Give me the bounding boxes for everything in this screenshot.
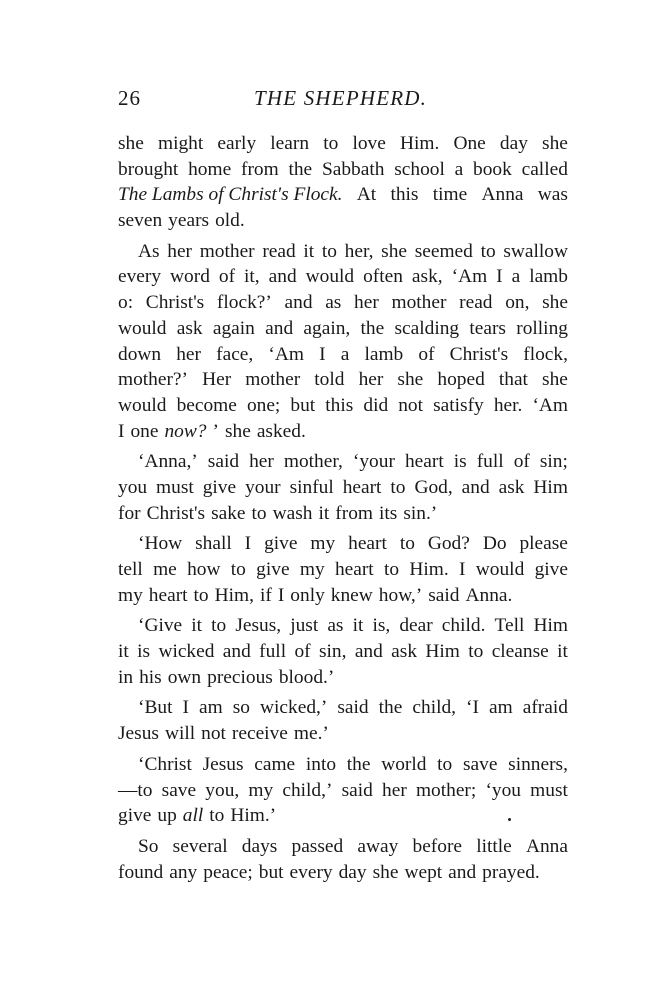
word: Him bbox=[533, 476, 568, 498]
word: full bbox=[476, 451, 504, 473]
word: give bbox=[534, 559, 568, 580]
word: God, bbox=[414, 476, 453, 498]
word: on, bbox=[505, 292, 530, 314]
text-line bbox=[118, 860, 568, 886]
text-line bbox=[118, 721, 568, 747]
word: wicked bbox=[158, 641, 215, 663]
word: said bbox=[428, 584, 460, 606]
word: it bbox=[557, 641, 568, 663]
italic-word: now? bbox=[164, 420, 207, 442]
word: she bbox=[224, 420, 251, 442]
word: give bbox=[264, 533, 298, 555]
word: ‘your bbox=[352, 451, 395, 473]
word: wicked,’ bbox=[260, 697, 328, 719]
word: not bbox=[201, 723, 226, 745]
word: tears bbox=[469, 317, 506, 339]
word: face, bbox=[216, 343, 254, 365]
word: her. bbox=[493, 394, 523, 416]
word: lamb bbox=[364, 343, 404, 365]
word: would bbox=[118, 317, 167, 339]
word: God? bbox=[427, 533, 470, 555]
text-line bbox=[118, 695, 568, 721]
word: she bbox=[397, 369, 424, 391]
word: found bbox=[118, 861, 164, 883]
word: word bbox=[170, 266, 210, 288]
word: world bbox=[381, 753, 427, 775]
word: years bbox=[168, 210, 210, 232]
word: one; bbox=[246, 394, 281, 416]
text-line bbox=[118, 239, 568, 265]
word: mother; bbox=[415, 779, 477, 801]
body-text bbox=[118, 131, 568, 885]
word: o: bbox=[118, 292, 134, 314]
word: not bbox=[398, 394, 424, 416]
paragraph bbox=[118, 752, 568, 829]
word: scalding bbox=[394, 317, 460, 339]
word: and bbox=[284, 292, 313, 314]
word: to bbox=[230, 559, 246, 580]
word: must bbox=[156, 476, 194, 498]
word: Christ's bbox=[145, 292, 205, 314]
word: mother?’ bbox=[118, 369, 188, 391]
text-line bbox=[118, 316, 568, 342]
word: satisfy bbox=[433, 394, 484, 416]
word: I bbox=[244, 533, 252, 555]
word: the bbox=[378, 697, 403, 719]
text-line bbox=[118, 157, 568, 183]
word: I bbox=[182, 697, 189, 719]
word: a bbox=[454, 158, 464, 180]
word: mother bbox=[199, 240, 255, 262]
word: any bbox=[169, 861, 198, 883]
word: her bbox=[249, 451, 274, 473]
word: for bbox=[118, 502, 141, 524]
word: child,’ bbox=[282, 779, 333, 801]
word: ask bbox=[391, 641, 418, 663]
word: Jesus bbox=[202, 753, 244, 775]
word: told bbox=[314, 369, 345, 391]
text-line bbox=[118, 531, 568, 557]
word: mother bbox=[391, 292, 447, 314]
word: every bbox=[118, 266, 162, 288]
word: ‘Am bbox=[268, 343, 304, 365]
word: to bbox=[211, 615, 227, 637]
word: ‘Christ bbox=[138, 753, 192, 775]
word: my bbox=[248, 779, 274, 801]
word: will bbox=[164, 723, 196, 745]
word: give bbox=[256, 559, 290, 580]
word: it, bbox=[244, 266, 260, 288]
word: is, bbox=[372, 615, 391, 637]
word: child, bbox=[412, 697, 457, 719]
word: she bbox=[381, 240, 408, 262]
word: school bbox=[394, 158, 445, 180]
word: away bbox=[357, 835, 399, 857]
word: Him, bbox=[214, 584, 254, 606]
text-line bbox=[118, 419, 568, 445]
word: my bbox=[118, 584, 143, 606]
word: please bbox=[519, 533, 568, 555]
word: would bbox=[305, 266, 355, 288]
word: and bbox=[448, 861, 477, 883]
word: cleanse bbox=[491, 641, 549, 663]
word: am bbox=[489, 697, 513, 719]
word: heart bbox=[404, 451, 444, 473]
word: mother bbox=[245, 369, 301, 391]
word: Do bbox=[482, 533, 507, 555]
word: did bbox=[363, 394, 389, 416]
word: if bbox=[259, 584, 272, 606]
word: a bbox=[340, 343, 350, 365]
word: how,’ bbox=[378, 584, 423, 606]
word: lamb bbox=[529, 266, 568, 288]
word: sinful bbox=[289, 476, 334, 498]
word: she bbox=[118, 133, 144, 154]
word: so bbox=[232, 697, 250, 719]
word: my bbox=[299, 559, 325, 580]
word: full bbox=[259, 641, 287, 663]
word: and bbox=[265, 317, 294, 339]
text-line bbox=[118, 290, 568, 316]
word: I bbox=[459, 559, 466, 580]
word: of bbox=[418, 343, 435, 365]
word: every bbox=[289, 861, 333, 883]
word: his bbox=[139, 666, 162, 688]
word: dear bbox=[399, 615, 433, 637]
word: become bbox=[176, 394, 237, 416]
word: ‘Am bbox=[451, 266, 488, 288]
word: would bbox=[475, 559, 525, 580]
word: heart bbox=[148, 584, 188, 606]
word: several bbox=[172, 835, 228, 857]
word: I bbox=[319, 343, 326, 365]
word: it bbox=[303, 240, 315, 262]
word: to bbox=[399, 533, 415, 555]
word: in bbox=[118, 666, 134, 688]
paragraph bbox=[118, 834, 568, 885]
word: ‘Am bbox=[532, 394, 568, 416]
word: and bbox=[461, 476, 490, 498]
word: precious bbox=[207, 666, 273, 688]
word: ‘But bbox=[138, 697, 173, 719]
word: before bbox=[412, 835, 463, 857]
word: to bbox=[468, 641, 484, 663]
word: might bbox=[158, 133, 204, 154]
text-line bbox=[118, 665, 568, 691]
word: peace; bbox=[203, 861, 253, 883]
word: seven bbox=[118, 210, 163, 232]
word: called bbox=[521, 158, 568, 180]
word: read bbox=[262, 240, 296, 262]
word: ‘you bbox=[485, 779, 521, 801]
word: ‘Give bbox=[138, 615, 183, 637]
word: days bbox=[241, 835, 278, 857]
word: and bbox=[268, 266, 297, 288]
word: and bbox=[354, 641, 383, 663]
word: Sabbath bbox=[321, 158, 385, 180]
word: sin.’ bbox=[403, 502, 438, 524]
word: own bbox=[167, 666, 202, 688]
word: Him.’ bbox=[230, 805, 277, 827]
word: said bbox=[207, 451, 240, 473]
word: asked. bbox=[256, 420, 306, 442]
text-line bbox=[118, 778, 568, 804]
word: child. bbox=[441, 615, 486, 637]
word: is bbox=[453, 451, 467, 473]
word: is bbox=[137, 641, 151, 663]
word: give bbox=[202, 476, 237, 498]
word: I bbox=[496, 266, 503, 288]
word: flock, bbox=[523, 343, 568, 365]
word: it bbox=[191, 615, 203, 637]
word: save bbox=[462, 753, 498, 775]
word: the bbox=[346, 753, 371, 775]
word: shall bbox=[195, 533, 232, 555]
word: sake bbox=[211, 502, 246, 524]
word: from bbox=[335, 502, 373, 524]
word: she bbox=[542, 369, 568, 391]
paragraph bbox=[118, 449, 568, 526]
word: passed bbox=[291, 835, 344, 857]
paragraph bbox=[118, 131, 568, 234]
word: So bbox=[138, 835, 159, 857]
word: Anna. bbox=[465, 584, 513, 606]
word: your bbox=[245, 476, 281, 498]
word: you, bbox=[205, 779, 240, 801]
word: her bbox=[358, 369, 384, 391]
word: of bbox=[513, 451, 530, 473]
word: a bbox=[511, 266, 521, 288]
text-line bbox=[118, 475, 568, 501]
text-line bbox=[118, 367, 568, 393]
text-line bbox=[118, 264, 568, 290]
text-line bbox=[118, 131, 568, 157]
text-line bbox=[118, 208, 568, 234]
word: prayed. bbox=[482, 861, 540, 883]
word: she bbox=[372, 861, 399, 883]
word: ’ bbox=[212, 420, 219, 442]
word: Anna bbox=[481, 184, 524, 206]
word: as bbox=[325, 292, 342, 314]
word: Christ's bbox=[146, 502, 206, 524]
word: ask bbox=[498, 476, 525, 498]
word: me.’ bbox=[293, 723, 329, 745]
word: to bbox=[251, 502, 267, 524]
word: would bbox=[118, 394, 167, 416]
word: you bbox=[118, 476, 148, 498]
italic-word: all bbox=[182, 805, 204, 827]
word: day bbox=[499, 133, 528, 154]
word: she bbox=[542, 292, 568, 314]
word: blood.’ bbox=[278, 666, 335, 688]
word: time bbox=[432, 184, 468, 206]
word: knew bbox=[330, 584, 373, 606]
word: the bbox=[288, 158, 313, 180]
word: said bbox=[341, 779, 373, 801]
text-line bbox=[118, 449, 568, 475]
word: Him. bbox=[399, 133, 440, 154]
word: to bbox=[437, 753, 453, 775]
word: old. bbox=[215, 210, 245, 232]
word: of bbox=[218, 266, 236, 288]
paragraph bbox=[118, 613, 568, 690]
paragraph bbox=[118, 531, 568, 608]
word: day bbox=[338, 861, 367, 883]
word: my bbox=[310, 533, 336, 555]
word: heart bbox=[334, 559, 374, 580]
word: her bbox=[382, 779, 407, 801]
text-line bbox=[118, 803, 568, 829]
word: said bbox=[337, 697, 369, 719]
word: one bbox=[130, 420, 159, 442]
word: Her bbox=[202, 369, 232, 391]
text-line bbox=[118, 613, 568, 639]
word: again bbox=[212, 317, 255, 339]
word: to bbox=[321, 240, 337, 262]
word: As bbox=[138, 240, 160, 262]
word: sinners, bbox=[508, 753, 568, 775]
word: came bbox=[254, 753, 296, 775]
word: her bbox=[167, 240, 193, 262]
word: flock?’ bbox=[216, 292, 272, 314]
word: her bbox=[354, 292, 379, 314]
word: and bbox=[222, 641, 251, 663]
word: but bbox=[258, 861, 284, 883]
word: ‘Anna,’ bbox=[138, 451, 198, 473]
ink-speck bbox=[508, 818, 511, 821]
word: Tell bbox=[494, 615, 525, 637]
word: swallow bbox=[503, 240, 568, 262]
word: One bbox=[453, 133, 486, 154]
word: tell bbox=[118, 559, 143, 580]
word: ask bbox=[176, 317, 203, 339]
word: I bbox=[277, 584, 285, 606]
word: wash bbox=[272, 502, 313, 524]
word: learn bbox=[270, 133, 310, 154]
word: but bbox=[290, 394, 316, 416]
word: book bbox=[473, 158, 512, 180]
word: her bbox=[176, 343, 201, 365]
word: as bbox=[327, 615, 344, 637]
word: little bbox=[476, 835, 512, 857]
word: to bbox=[323, 133, 339, 154]
word: it bbox=[318, 502, 330, 524]
word: the bbox=[360, 317, 385, 339]
word: its bbox=[378, 502, 398, 524]
word: Him bbox=[425, 641, 460, 663]
word: heart bbox=[348, 533, 387, 555]
word: rolling bbox=[516, 317, 568, 339]
word: me bbox=[153, 559, 177, 580]
word: Him. bbox=[409, 559, 449, 580]
word: read bbox=[459, 292, 493, 314]
word: into bbox=[305, 753, 337, 775]
word: ‘How bbox=[138, 533, 183, 555]
paragraph bbox=[118, 695, 568, 746]
word: am bbox=[199, 697, 223, 719]
word: was bbox=[537, 184, 568, 206]
word: heart bbox=[342, 476, 382, 498]
word: ‘I bbox=[466, 697, 479, 719]
word: from bbox=[240, 158, 279, 180]
page-header bbox=[118, 86, 573, 116]
word: down bbox=[118, 343, 162, 365]
word: home bbox=[188, 158, 232, 180]
word: to bbox=[384, 559, 400, 580]
text-line bbox=[118, 583, 568, 609]
word: Christ's bbox=[449, 343, 509, 365]
word: to bbox=[193, 584, 209, 606]
text-line bbox=[118, 342, 568, 368]
word: up bbox=[157, 805, 177, 827]
word: just bbox=[290, 615, 319, 637]
word: often bbox=[363, 266, 403, 288]
paragraph bbox=[118, 239, 568, 445]
text-line bbox=[118, 501, 568, 527]
word: love bbox=[352, 133, 386, 154]
word: to bbox=[209, 805, 225, 827]
word: brought bbox=[118, 158, 179, 180]
text-line bbox=[118, 752, 568, 778]
word: seemed bbox=[414, 240, 473, 262]
word: of bbox=[294, 641, 311, 663]
word: At bbox=[356, 184, 377, 206]
word: this bbox=[325, 394, 354, 416]
text-line bbox=[118, 393, 568, 419]
word: hoped bbox=[437, 369, 485, 391]
word: early bbox=[217, 133, 257, 154]
word: to bbox=[390, 476, 406, 498]
word: —to bbox=[118, 779, 153, 801]
word: afraid bbox=[522, 697, 568, 719]
word: Anna bbox=[525, 835, 568, 857]
text-line bbox=[118, 182, 568, 208]
word: to bbox=[480, 240, 496, 262]
text-line bbox=[118, 557, 568, 583]
word: wept bbox=[404, 861, 443, 883]
word: mother, bbox=[283, 451, 343, 473]
word: receive bbox=[231, 723, 288, 745]
word: give bbox=[118, 805, 152, 827]
word: Jesus, bbox=[235, 615, 282, 637]
word: sin, bbox=[318, 641, 347, 663]
word: Him bbox=[533, 615, 568, 637]
word: again, bbox=[303, 317, 351, 339]
word: her, bbox=[344, 240, 374, 262]
text-line bbox=[118, 834, 568, 860]
word: that bbox=[498, 369, 528, 391]
word: sin; bbox=[539, 451, 568, 473]
word: it bbox=[118, 641, 129, 663]
word: I bbox=[118, 420, 125, 442]
word: she bbox=[542, 133, 568, 154]
word: ask, bbox=[411, 266, 443, 288]
italic-word: The Lambs of Christ's Flock. bbox=[118, 184, 343, 206]
word: must bbox=[530, 779, 568, 801]
page-number: 26 bbox=[118, 86, 141, 110]
word: how bbox=[187, 559, 221, 580]
word: this bbox=[390, 184, 419, 206]
text-line bbox=[118, 639, 568, 665]
running-head: THE SHEPHERD. bbox=[254, 86, 428, 110]
word: it bbox=[352, 615, 364, 637]
word: only bbox=[290, 584, 325, 606]
word: save bbox=[161, 779, 197, 801]
word: Jesus bbox=[118, 723, 159, 745]
